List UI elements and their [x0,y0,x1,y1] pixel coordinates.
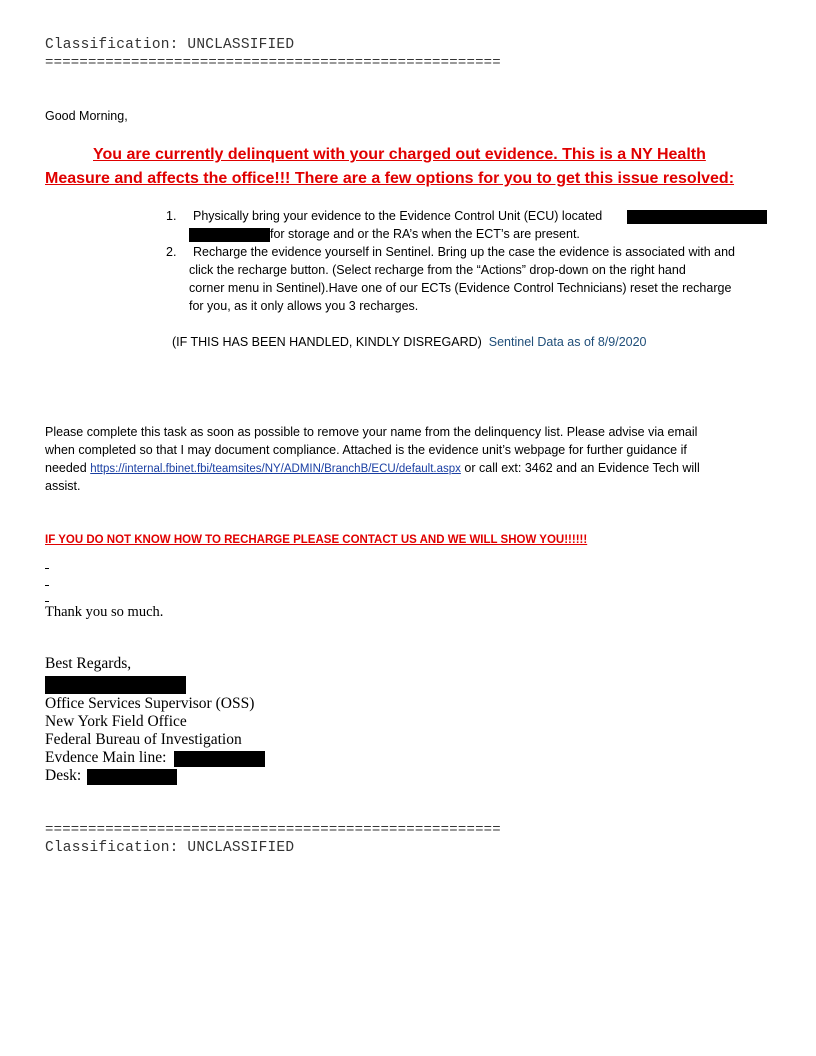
signature-agency: Federal Bureau of Investigation [45,731,242,748]
classification-footer: Classification: UNCLASSIFIED [45,840,295,856]
footer-rule: ===================================================== [45,822,501,838]
ecu-webpage-link[interactable]: https://internal.fbinet.fbi/teamsites/NY/ADMIN/BranchB/ECU/default.aspx [90,463,461,475]
body-line-3 [45,461,700,475]
thank-you: Thank you so much. [45,604,164,620]
headline-line-2: Measure and affects the office!!! There are a few options for you to get this issue resolved: [45,170,735,187]
disregard-note [172,335,647,349]
redaction-location [627,210,767,224]
signature-main-line: Evdence Main line: [45,749,167,766]
body-line-4: assist. [45,479,81,493]
empty-line-3 [45,601,49,602]
redaction-main-line [174,751,265,767]
empty-line-1 [45,568,49,569]
classification-header: Classification: UNCLASSIFIED [45,37,295,53]
option-1-line-1: Physically bring your evidence to the Evidence Control Unit (ECU) located [193,209,603,223]
option-2-number: 2. [166,245,177,259]
greeting: Good Morning, [45,109,128,123]
signature-office: New York Field Office [45,713,187,730]
redaction-location-cont [189,228,270,242]
signature-desk: Desk: [45,767,82,784]
body-line-3-suffix: or call ext: 3462 and an Evidence Tech will [464,461,700,475]
body-line-3-prefix: needed [45,461,87,475]
option-2-line-1: Recharge the evidence yourself in Sentinel. Bring up the case the evidence is associated with and [193,245,735,259]
header-rule: ===================================================== [45,55,501,71]
redaction-name [45,676,186,694]
signature-title: Office Services Supervisor (OSS) [45,695,255,712]
redaction-desk [87,769,177,785]
signature-closing: Best Regards, [45,655,132,672]
option-1-line-2: for storage and or the RA’s when the ECT’s are present. [270,227,580,241]
option-2-line-4: for you, as it only allows you 3 recharges. [189,299,419,313]
disregard-text: (IF THIS HAS BEEN HANDLED, KINDLY DISREGARD) [172,335,482,349]
body-line-2: when completed so that I may document compliance. Attached is the evidence unit’s webpage for further guidance if [45,443,687,457]
body-line-1: Please complete this task as soon as possible to remove your name from the delinquency list. Please advise via email [45,425,698,439]
option-1-number: 1. [166,209,177,223]
recharge-warning: IF YOU DO NOT KNOW HOW TO RECHARGE PLEASE CONTACT US AND WE WILL SHOW YOU!!!!!! [45,534,588,546]
sentinel-data-note: Sentinel Data as of 8/9/2020 [488,335,647,349]
option-2-line-3: corner menu in Sentinel).Have one of our ECTs (Evidence Control Technicians) reset the recharge [189,281,732,295]
headline-line-1: You are currently delinquent with your charged out evidence. This is a NY Health [93,146,706,163]
empty-line-2 [45,585,49,586]
option-2-line-2: click the recharge button. (Select recharge from the “Actions” drop-down on the right hand [189,263,686,277]
